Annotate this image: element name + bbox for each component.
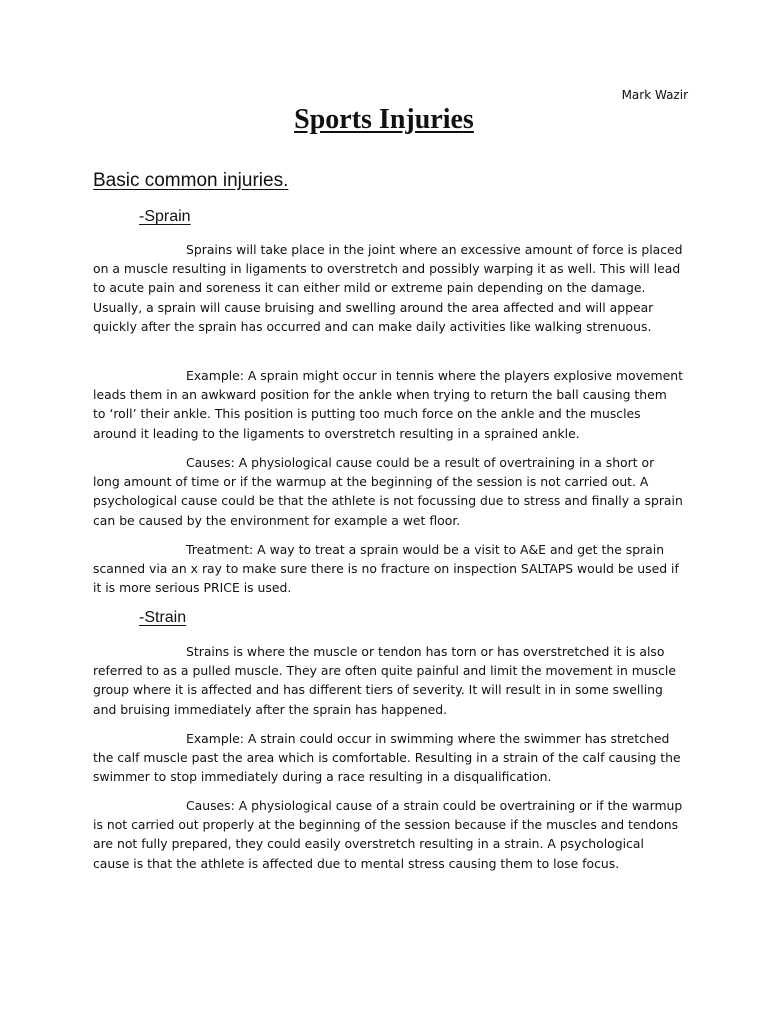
- page-title: Sports Injuries: [294, 104, 474, 135]
- section-heading: Basic common injuries.: [93, 170, 289, 191]
- strain-causes-paragraph: Causes: A physiological cause of a strain could be overtraining or if the warmup is not carried out properly at the beginning of the session because if the muscles and tendons are not fully prepared, they could easily overstretch resulting in a strain. A psychological cause is that the athlete is affected due to mental stress causing them to lose focus.: [93, 798, 683, 871]
- author-name: Mark Wazir: [621, 88, 688, 102]
- sprain-example-paragraph: Example: A sprain might occur in tennis where the players explosive movement leads them in an awkward position for the ankle when trying to return the ball causing them to ‘roll’ their ankle. This position is putting too much force on the ankle and the muscles around it leading to the ligaments to overstretch resulting in a sprained ankle.: [93, 368, 683, 441]
- sprain-description-paragraph: Sprains will take place in the joint where an excessive amount of force is placed on a muscle resulting in ligaments to overstretch and possibly warping it as well. This will lead to acute pain and soreness it can either mild or extreme pain depending on the damage. Usually, a sprain will cause bruising and swelling around the area affected and will appear quickly after the sprain has occurred and can make daily activities like walking strenuous.: [93, 242, 683, 334]
- strain-description-paragraph: Strains is where the muscle or tendon has torn or has overstretched it is also referred to as a pulled muscle. They are often quite painful and limit the movement in muscle group where it is affected and has different tiers of severity. It will result in in some swelling and bruising immediately after the sprain has happened.: [93, 644, 676, 717]
- sprain-heading: -Sprain: [139, 208, 191, 225]
- strain-example-paragraph: Example: A strain could occur in swimming where the swimmer has stretched the calf muscle past the area which is comfortable. Resulting in a strain of the calf causing the swimmer to stop immediately during a race resulting in a disqualification.: [93, 731, 681, 785]
- sprain-causes-paragraph: Causes: A physiological cause could be a result of overtraining in a short or long amount of time or if the warmup at the beginning of the session is not carried out. A psychological cause could be that the athlete is not focussing due to stress and finally a sprain can be caused by the environment for example a wet floor.: [93, 455, 683, 528]
- sprain-treatment-paragraph: Treatment: A way to treat a sprain would be a visit to A&E and get the sprain scanned via an x ray to make sure there is no fracture on inspection SALTAPS would be used if it is more serious PRICE is used.: [93, 542, 679, 596]
- strain-heading: -Strain: [139, 609, 187, 626]
